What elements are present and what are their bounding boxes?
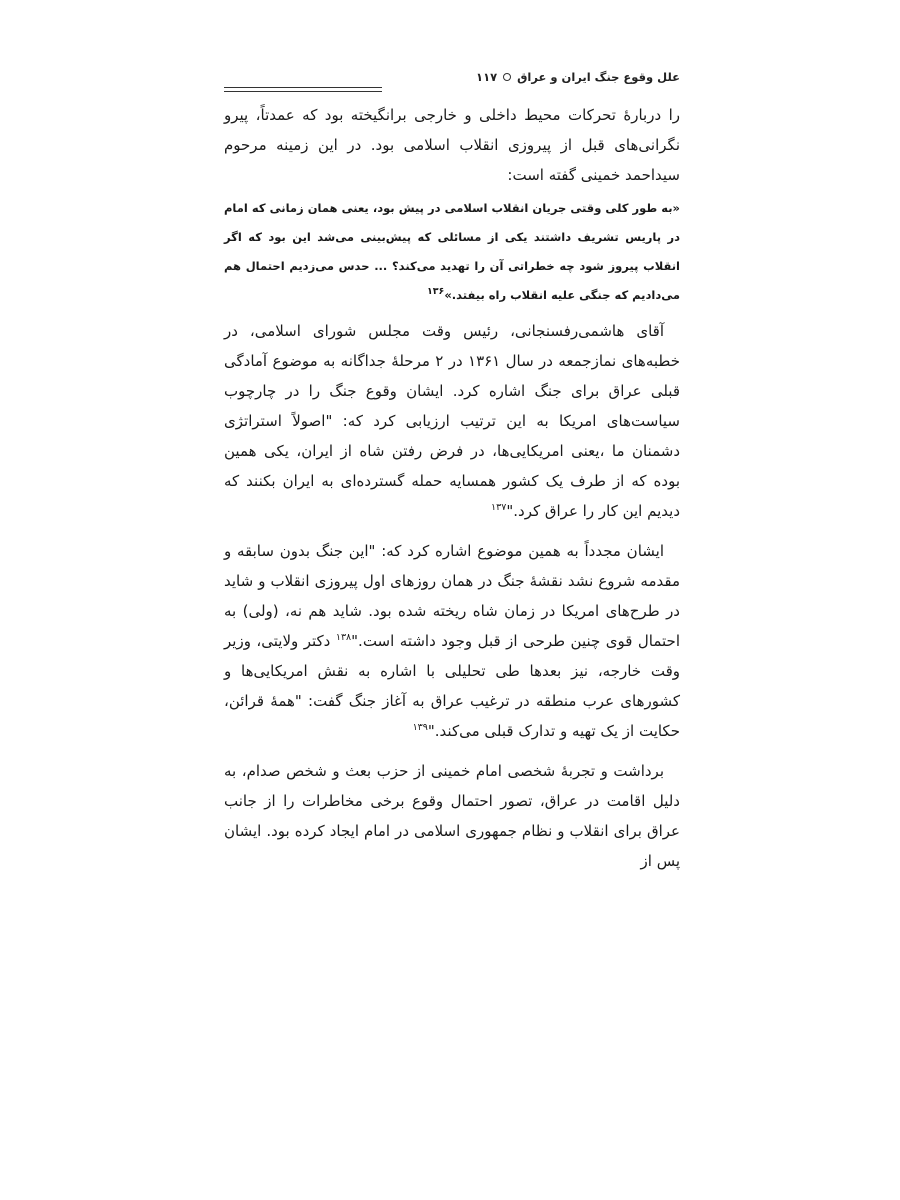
footnote-ref: ۱۳۷ [491, 502, 507, 513]
paragraph-1: را دربارهٔ تحرکات محیط داخلی و خارجی برانگیخته بود که عمدتاً، پیرو نگرانی‌های قبل از پیروزی انقلاب اسلامی بود. در این زمینه مرحوم سیداحمد خمینی گفته است: [224, 106, 680, 184]
running-header [224, 68, 680, 86]
footnote-ref: ۱۳۶ [426, 286, 445, 298]
paragraph-2-text: آقای هاشمی‌رفسنجانی، رئیس وقت مجلس شورای اسلامی، در خطبه‌های نمازجمعه در سال ۱۳۶۱ در ۲ مرحلهٔ جداگانه به موضوع آمادگی قبلی عراق برای جنگ اشاره کرد. ایشان وقوع جنگ را در چارچوب سیاست‌های امریکا به این ترتیب ارزیابی کرد که: "اصولاً استراتژی دشمنان ما ،یعنی امریکایی‌ها، در فرض رفتن شاه از ایران، یکی همین بوده که از طرف یک کشور همسایه حمله گسترده‌ای به ایران بکنند که دیدیم این کار را عراق کرد." [224, 322, 680, 520]
block-quote [224, 194, 680, 310]
circle-icon [503, 73, 511, 81]
footnote-ref: ۱۳۹ [412, 722, 428, 733]
quote-text: «به طور کلی وقتی جریان انقلاب اسلامی در پیش بود، یعنی همان زمانی که امام در پاریس تشریف داشتند یکی از مسائلی که پیش‌بینی می‌شد این بود که اگر انقلاب پیروز شود چه خطراتی آن را تهدید می‌کند؟ ... حدس می‌زدیم احتمال هم می‌دادیم که جنگی علیه انقلاب راه بیفتد.» [224, 201, 680, 302]
paragraph-3b-text: دکتر ولایتی، وزیر وقت خارجه، نیز بعدها طی تحلیلی با اشاره به نقش امریکایی‌ها و کشورهای عرب منطقه در ترغیب عراق به آغاز جنگ گفت: "همهٔ قرائن، حکایت از یک تهیه و تدارک قبلی می‌کند." [224, 632, 680, 740]
page-number: ۱۱۷ [476, 70, 498, 84]
paragraph-3 [224, 536, 680, 746]
footnote-ref: ۱۳۸ [335, 632, 352, 643]
paragraph-2 [224, 316, 680, 526]
body-text [224, 100, 680, 876]
paragraph-3a-text: ایشان مجدداً به همین موضوع اشاره کرد که: "این جنگ بدون سابقه و مقدمه شروع نشد نقشهٔ جنگ در همان روزهای اول پیروزی انقلاب و شاید در طرح‌های امریکا در زمان شاه ریخته شده بود. شاید هم نه، (ولی) به احتمال قوی چنین طرحی از قبل وجود داشته است." [224, 542, 680, 650]
header-rule [224, 87, 382, 88]
paragraph-4: برداشت و تجربهٔ شخصی امام خمینی از حزب بعث و شخص صدام، به دلیل اقامت در عراق، تصور احتمال وقوع برخی مخاطرات را از جانب عراق برای انقلاب و نظام جمهوری اسلامی در امام ایجاد کرده بود. ایشان پس از [224, 762, 680, 870]
header-rule-thin [224, 91, 382, 92]
header-title: علل وقوع جنگ ایران و عراق [517, 70, 680, 84]
